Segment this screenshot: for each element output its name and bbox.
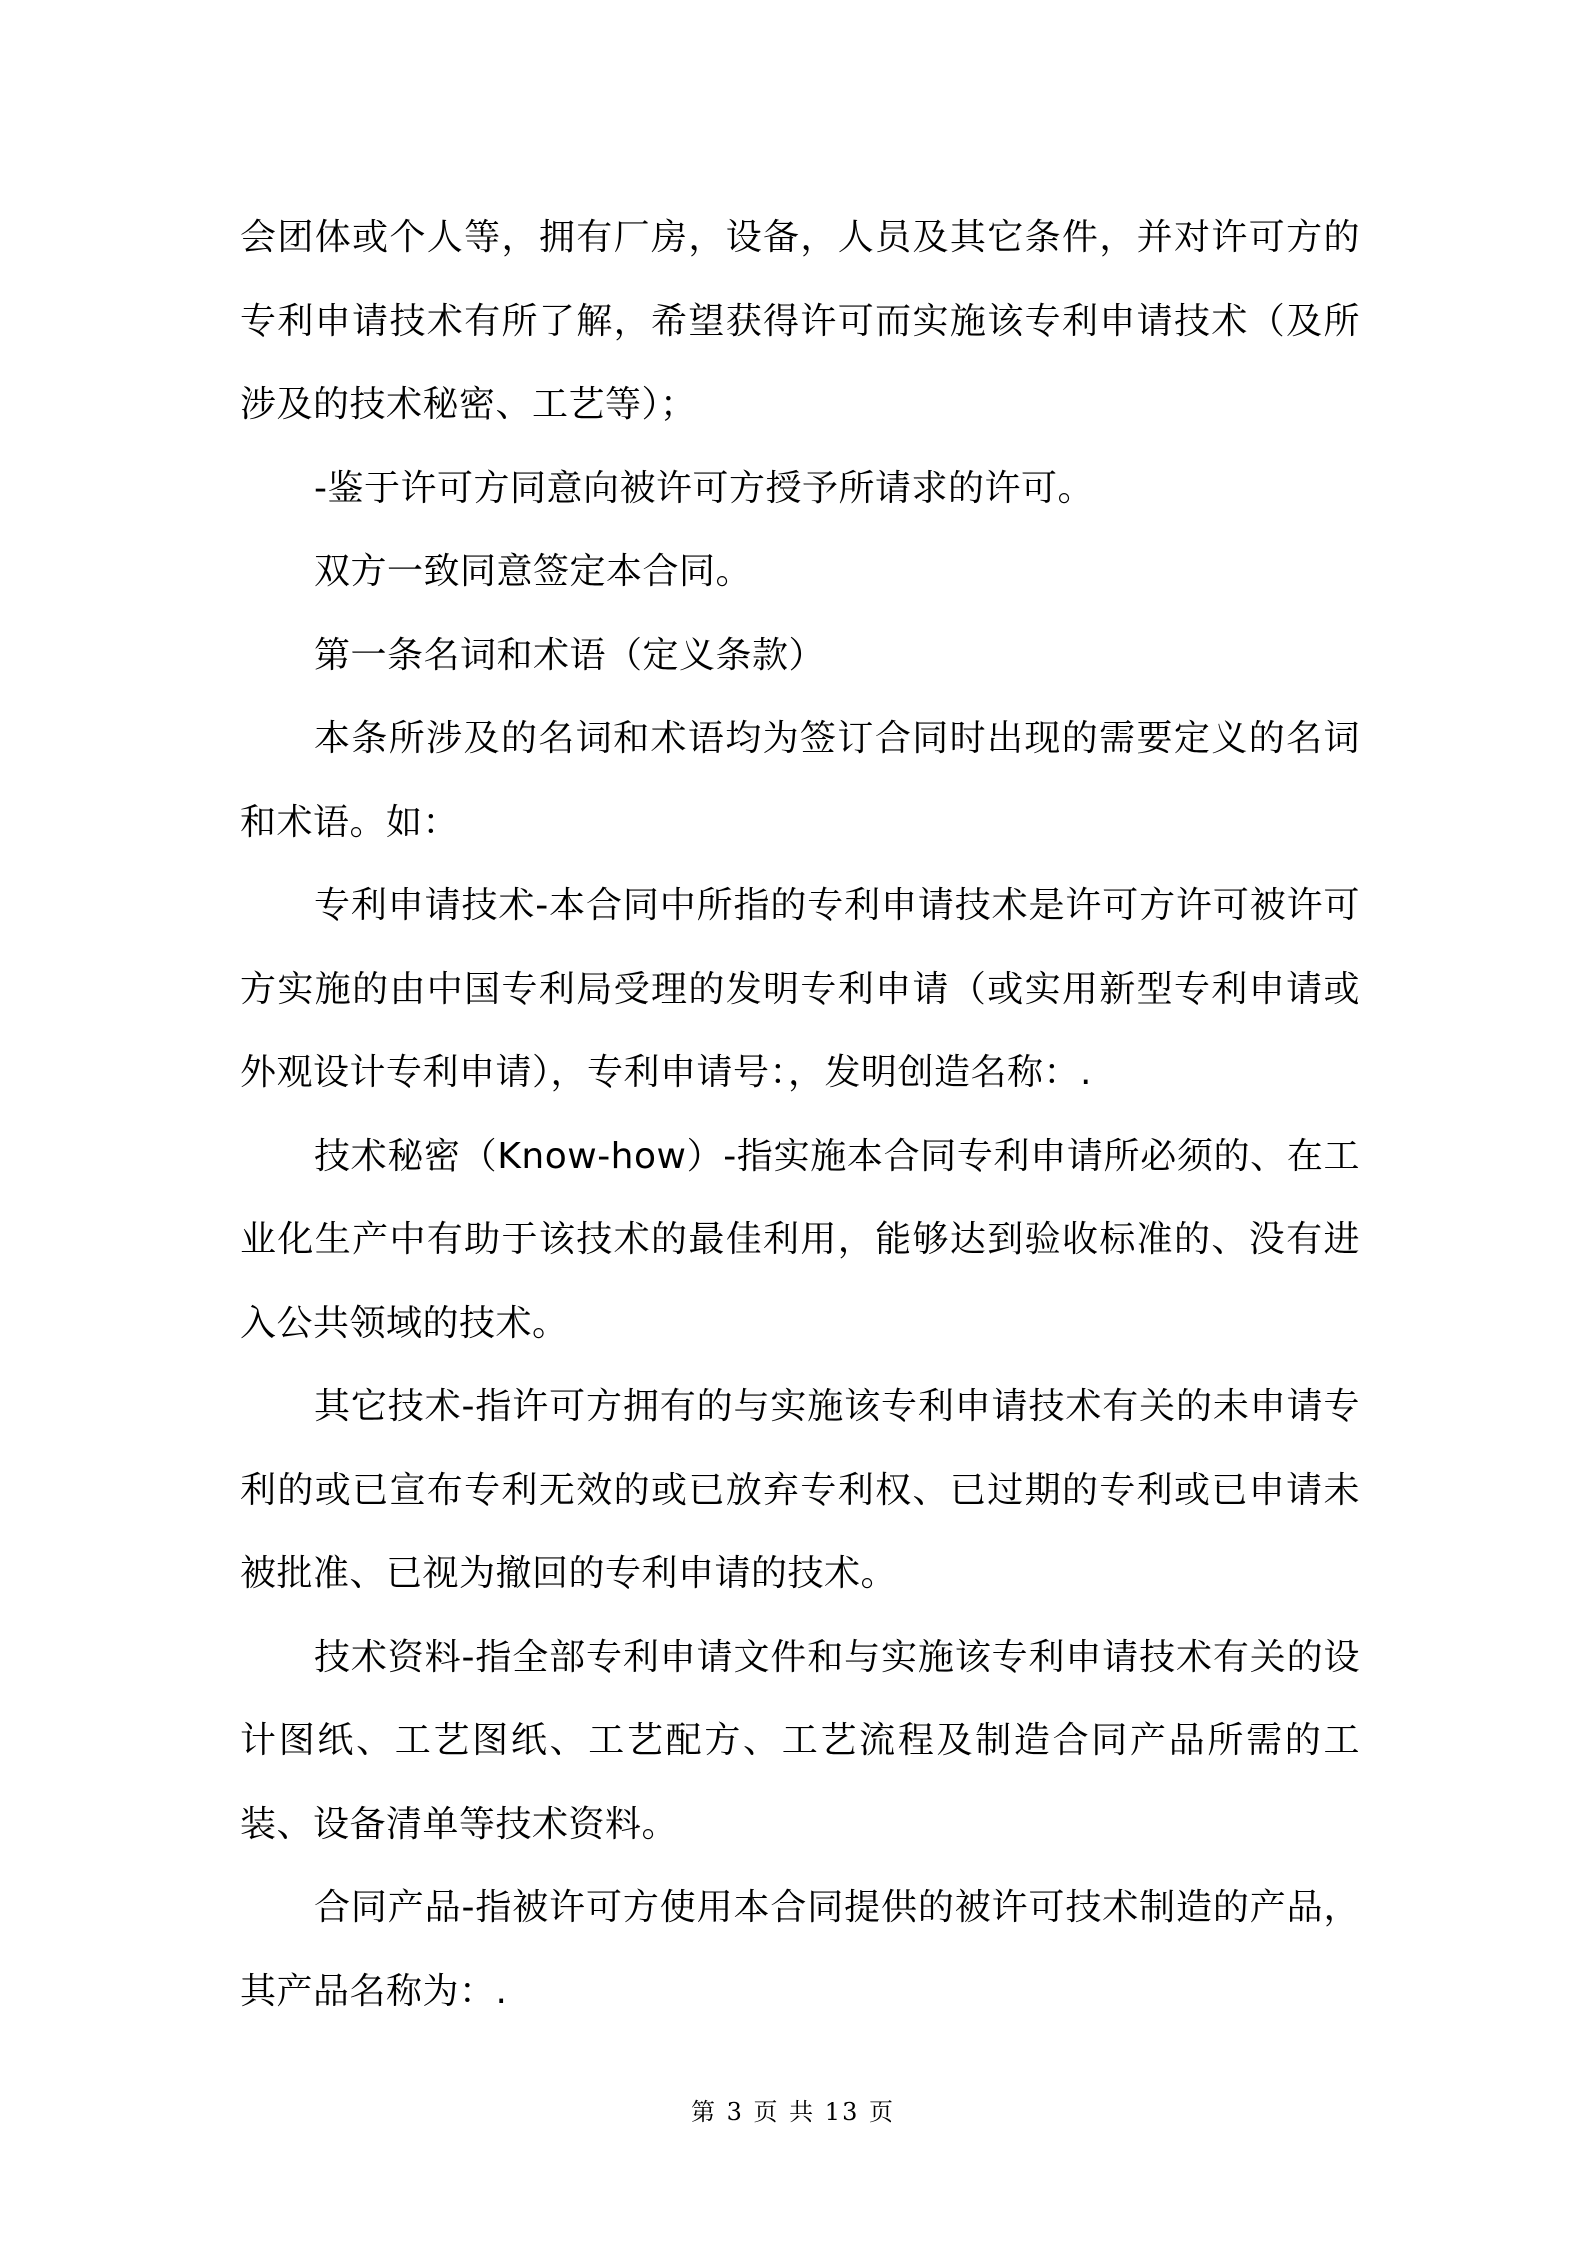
paragraph-agreement: 双方一致同意签定本合同。: [314, 551, 753, 592]
paragraph-definition-patent-application: 专利申请技术-本合同中所指的专利申请技术是许可方许可被许可方实施的由中国专利局受理的发明专利申请（或实用新型专利申请或外观设计专利申请），专利申请号：，发明创造名称：.: [240, 885, 1360, 1093]
paragraph-definition-tech-docs: 技术资料-指全部专利申请文件和与实施该专利申请技术有关的设计图纸、工艺图纸、工艺配方、工艺流程及制造合同产品所需的工装、设备清单等技术资料。: [240, 1636, 1360, 1845]
paragraph-definition-know-how: 技术秘密（Know-how）-指实施本合同专利申请所必须的、在工业化生产中有助于该技术的最佳利用，能够达到验收标准的、没有进入公共领域的技术。: [240, 1135, 1360, 1344]
paragraph-continuation: 会团体或个人等，拥有厂房，设备，人员及其它条件，并对许可方的专利申请技术有所了解，希望获得许可而实施该专利申请技术（及所涉及的技术秘密、工艺等）；: [240, 217, 1360, 425]
paragraph-terms-intro: 本条所涉及的名词和术语均为签订合同时出现的需要定义的名词和术语。如：: [240, 718, 1360, 843]
paragraph-definition-contract-product: 合同产品-指被许可方使用本合同提供的被许可技术制造的产品，其产品名称为：.: [240, 1887, 1360, 2012]
article-heading: 第一条名词和术语（定义条款）: [314, 634, 826, 676]
paragraph-license-consent: -鉴于许可方同意向被许可方授予所请求的许可。: [314, 467, 1094, 509]
page-footer: 第 3 页 共 13 页: [691, 2098, 895, 2126]
paragraph-definition-other-tech: 其它技术-指许可方拥有的与实施该专利申请技术有关的未申请专利的或已宣布专利无效的或已放弃专利权、已过期的专利或已申请未被批准、已视为撤回的专利申请的技术。: [240, 1386, 1360, 1594]
document-body: [240, 196, 1360, 2033]
